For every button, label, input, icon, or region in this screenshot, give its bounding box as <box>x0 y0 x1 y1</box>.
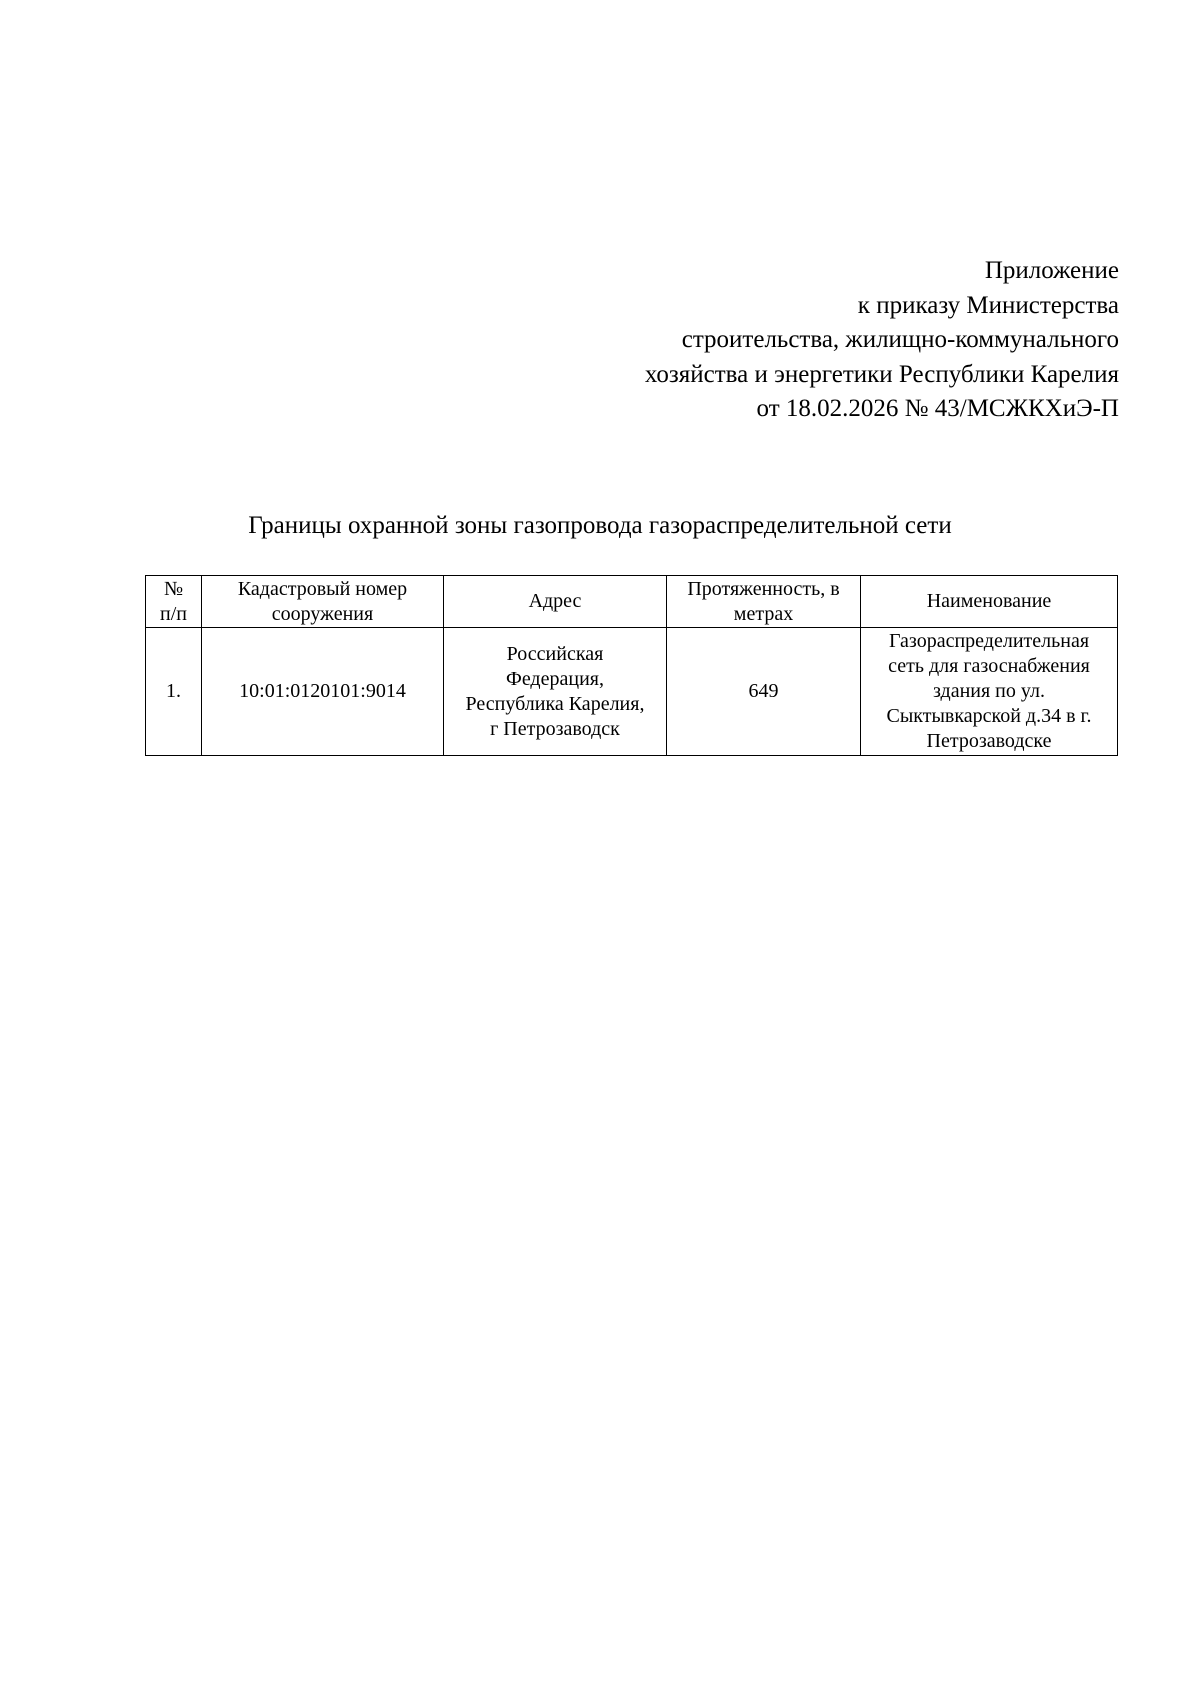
address-line: Республика Карелия, <box>465 692 645 715</box>
name-line: сеть для газоснабжения <box>888 655 1090 677</box>
header-name <box>861 576 1118 628</box>
appendix-line: строительства, жилищно-коммунального <box>681 326 1119 353</box>
header-line: № <box>163 577 184 600</box>
cell-name <box>861 628 1118 756</box>
address-line: Российская <box>506 642 604 665</box>
address-line: г Петрозаводск <box>490 717 620 740</box>
name-line: Петрозаводске <box>926 730 1052 752</box>
address-line: Федерация, <box>506 667 604 690</box>
protection-zone-table <box>145 575 1118 756</box>
header-number <box>146 576 202 628</box>
name-line: Сыктывкарской д.34 в г. <box>886 705 1092 727</box>
header-line: сооружения <box>271 602 374 625</box>
appendix-line: Приложение <box>984 257 1119 284</box>
header-address <box>444 576 667 628</box>
appendix-line: хозяйства и энергетики Республики Карелия <box>644 360 1119 388</box>
header-cadastral-number <box>202 576 444 628</box>
cell-address <box>444 628 667 756</box>
appendix-line: к приказу Министерства <box>857 291 1119 319</box>
header-length <box>667 576 861 628</box>
name-line: Газораспределительная <box>888 630 1090 652</box>
header-line: Протяженность, в <box>687 577 840 600</box>
header-line: метрах <box>733 602 794 625</box>
appendix-header <box>645 254 1119 427</box>
header-line: Адрес <box>528 590 582 612</box>
table-header-row <box>146 576 1118 628</box>
cell-number: 1. <box>146 628 202 756</box>
name-line: здания по ул. <box>932 680 1045 702</box>
cell-cadastral-number: 10:01:0120101:9014 <box>202 628 444 756</box>
header-line: п/п <box>160 602 187 625</box>
document-title: Границы охранной зоны газопровода газораспределительной сети <box>248 512 952 539</box>
header-line: Кадастровый номер <box>237 577 408 600</box>
table-row <box>146 628 1118 756</box>
cell-length: 649 <box>667 628 861 756</box>
header-line: Наименование <box>926 590 1052 612</box>
appendix-line: от 18.02.2026 № 43/МСЖКХиЭ-П <box>756 395 1119 422</box>
